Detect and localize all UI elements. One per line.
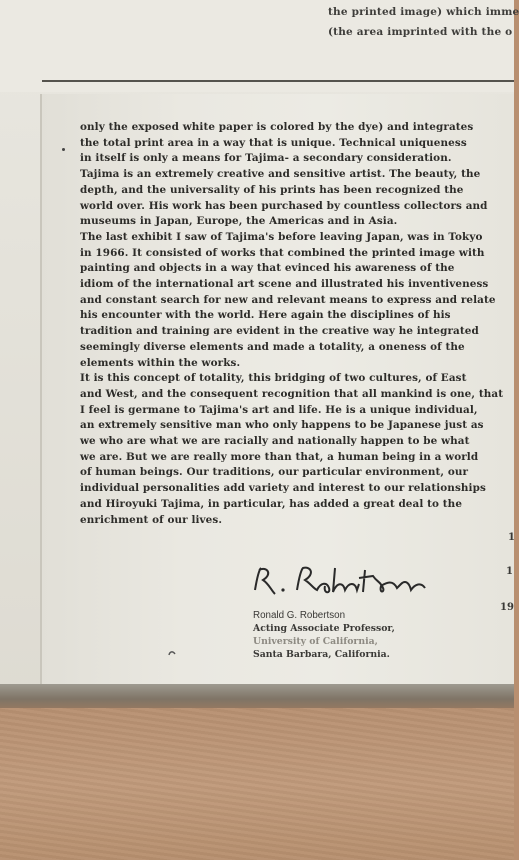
body-line: the total print area in a way that is unique. Technical uniqueness: [80, 136, 467, 149]
body-line: individual personalities add variety and interest to our relationships: [80, 482, 486, 495]
body-line: we who are what we are racially and nationally happen to be what: [80, 435, 470, 448]
signoff-city: Santa Barbara, California.: [253, 649, 390, 660]
body-line: we are. But we are really more than that, a human being in a world: [80, 450, 479, 463]
body-line: museums in Japan, Europe, the Americas and in Asia.: [80, 215, 398, 228]
body-line: in 1966. It consisted of works that combined the printed image with: [80, 246, 485, 259]
letter-body: [80, 120, 504, 528]
body-line: world over. His work has been purchased by countless collectors and: [80, 199, 488, 212]
signoff-block: [253, 609, 395, 661]
ink-mark: [168, 650, 176, 656]
body-line: his encounter with the world. Here again the disciplines of his: [80, 309, 451, 322]
body-line: elements within the works.: [80, 356, 241, 369]
handwritten-signature: [245, 560, 445, 608]
top-text-line-2: (the area imprinted with the o: [328, 26, 513, 38]
divider-rule: [42, 80, 514, 82]
margin-mark: 1: [508, 532, 515, 543]
body-line: I feel is germane to Tajima's art and life. He is a unique individual,: [80, 403, 478, 416]
margin-mark: 1: [506, 566, 513, 577]
body-line: an extremely sensitive man who only happens to be Japanese just as: [80, 419, 484, 432]
body-line: seemingly diverse elements and made a totality, a oneness of the: [80, 340, 465, 353]
sheet-edge: [40, 94, 42, 684]
top-page-fragment: [0, 0, 519, 92]
body-line: idiom of the international art scene and illustrated his inventiveness: [80, 278, 489, 291]
body-line: of human beings. Our traditions, our particular environment, our: [80, 466, 469, 479]
body-line: only the exposed white paper is colored by the dye) and integrates: [80, 121, 474, 133]
margin-mark: 19: [500, 602, 514, 613]
wood-grain: [0, 708, 514, 860]
ink-dot: [62, 148, 65, 151]
signoff-title: Acting Associate Professor,: [253, 623, 395, 634]
body-line: painting and objects in a way that evinced his awareness of the: [80, 262, 455, 275]
body-line: in itself is only a means for Tajima- a secondary consideration.: [80, 152, 452, 165]
signoff-institution: University of California,: [253, 636, 378, 647]
body-line: Tajima is an extremely creative and sensitive artist. The beauty, the: [80, 168, 481, 181]
signoff-name: Ronald G. Robertson: [253, 610, 346, 621]
body-line: and constant search for new and relevant means to express and relate: [80, 293, 496, 306]
body-line: tradition and training are evident in the creative way he integrated: [80, 325, 479, 338]
body-line: depth, and the universality of his prints has been recognized the: [80, 183, 464, 196]
body-line: and West, and the consequent recognition that all mankind is one, that: [80, 387, 504, 400]
top-text-line-1: the printed image) which imme: [328, 6, 519, 18]
body-line: and Hiroyuki Tajima, in particular, has added a great deal to the: [80, 497, 463, 510]
body-line: The last exhibit I saw of Tajima's before leaving Japan, was in Tokyo: [80, 230, 483, 243]
body-line: It is this concept of totality, this bridging of two cultures, of East: [80, 372, 467, 385]
body-line: enrichment of our lives.: [80, 513, 223, 526]
wooden-tabletop: [0, 708, 514, 860]
